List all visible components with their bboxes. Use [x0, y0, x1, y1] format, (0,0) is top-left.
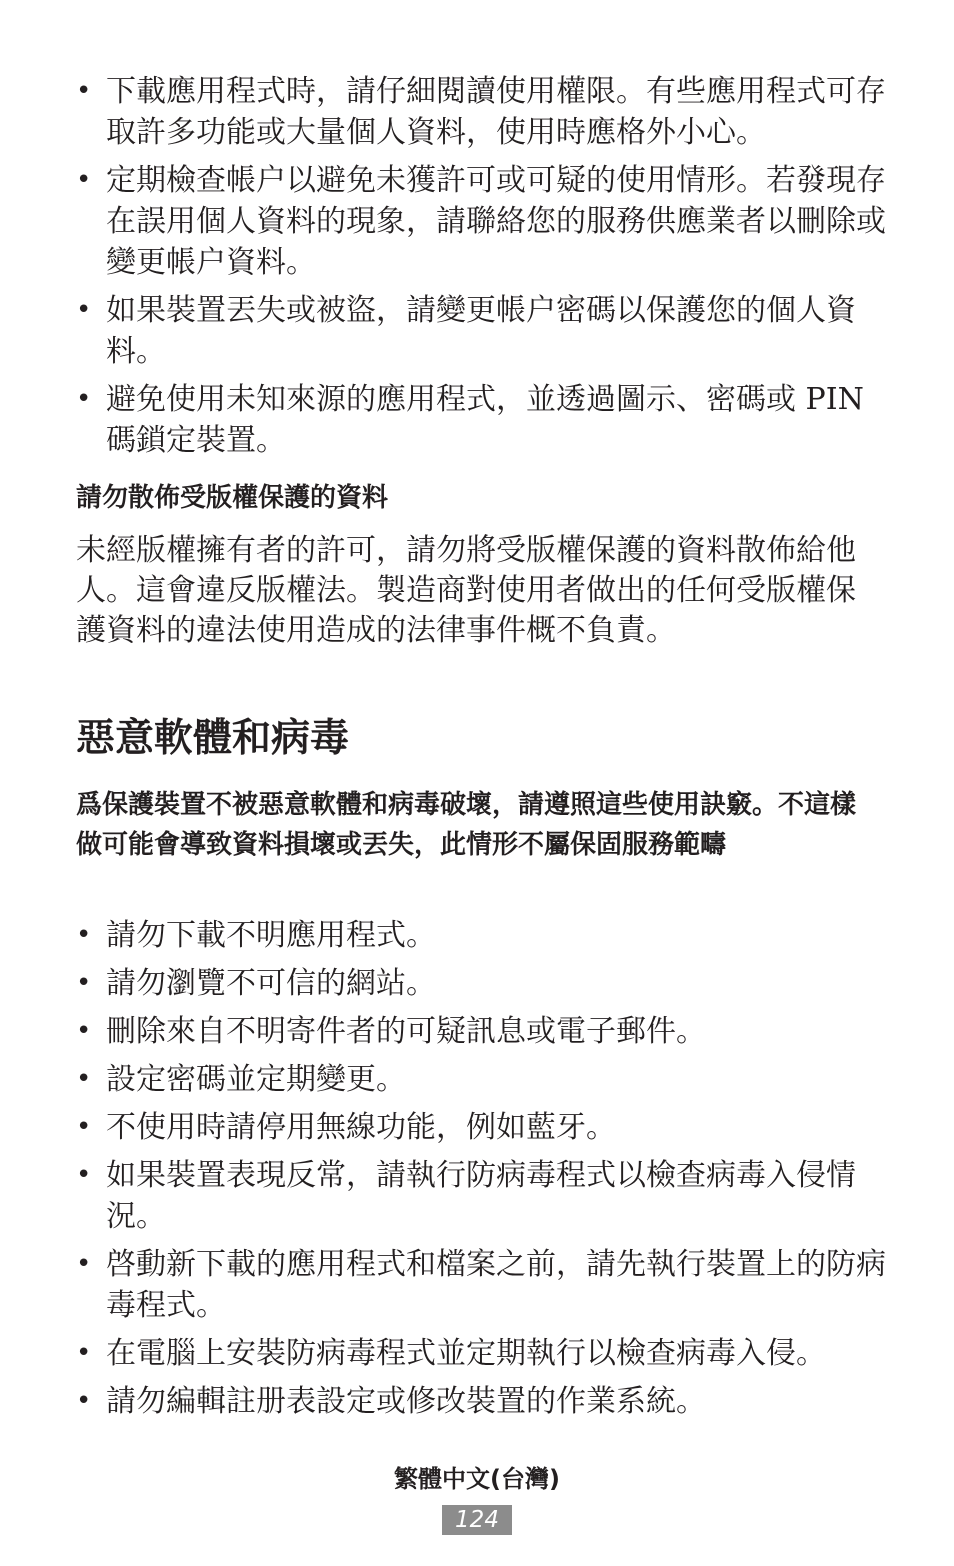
list-item-text: 如果裝置表現反常，請執行防病毒程式以檢查病毒入侵情況。 — [106, 1158, 856, 1234]
list-item-text: 請勿下載不明應用程式。 — [106, 918, 436, 953]
list-item-text: 在電腦上安裝防病毒程式並定期執行以檢查病毒入侵。 — [106, 1336, 826, 1371]
copyright-heading: 請勿散佈受版權保護的資料 — [76, 483, 389, 513]
list-item-text: 不使用時請停用無線功能，例如藍牙。 — [106, 1110, 616, 1145]
list-item-text: 刪除來自不明寄件者的可疑訊息或電子郵件。 — [106, 1014, 706, 1049]
list-item — [76, 963, 896, 1004]
malware-tips-list — [76, 915, 896, 1429]
list-item — [76, 71, 896, 153]
bullet-icon: • — [76, 295, 92, 325]
bullet-icon: • — [76, 1338, 92, 1368]
list-item — [76, 1155, 896, 1237]
list-item-text: 定期檢查帳户以避免未獲許可或可疑的使用情形。若發現存在誤用個人資料的現象，請聯絡您的服務供應業者以刪除或變更帳户資料。 — [106, 163, 886, 280]
list-item — [76, 915, 896, 956]
list-item — [76, 1107, 896, 1148]
section-title: 惡意軟體和病毒 — [76, 716, 350, 761]
list-item-text: 如果裝置丟失或被盜，請變更帳户密碼以保護您的個人資料。 — [106, 293, 856, 369]
privacy-tips-list — [76, 71, 896, 468]
list-item-text: 避免使用未知來源的應用程式，並透過圖示、密碼或 PIN 碼鎖定裝置。 — [106, 382, 864, 458]
list-item-text: 設定密碼並定期變更。 — [106, 1062, 406, 1097]
bullet-icon: • — [76, 1016, 92, 1046]
list-item — [76, 1244, 896, 1326]
list-item-text: 請勿瀏覽不可信的網站。 — [106, 966, 436, 1001]
malware-intro: 爲保護裝置不被惡意軟體和病毒破壞，請遵照這些使用訣竅。不這樣做可能會導致資料損壞或丟失，此情形不屬保固服務範疇 — [76, 790, 857, 860]
bullet-icon: • — [76, 1112, 92, 1142]
bullet-icon: • — [76, 920, 92, 950]
copyright-paragraph: 未經版權擁有者的許可，請勿將受版權保護的資料散佈給他人。這會違反版權法。製造商對使用者做出的任何受版權保護資料的違法使用造成的法律事件概不負責。 — [76, 533, 856, 648]
list-item — [76, 1333, 896, 1374]
list-item — [76, 1011, 896, 1052]
footer-language: 繁體中文(台灣) — [394, 1465, 560, 1493]
bullet-icon: • — [76, 1064, 92, 1094]
list-item-text: 請勿編輯註册表設定或修改裝置的作業系統。 — [106, 1384, 706, 1419]
page-number: 124 — [442, 1505, 512, 1535]
bullet-icon: • — [76, 384, 92, 414]
bullet-icon: • — [76, 1160, 92, 1190]
list-item — [76, 379, 896, 461]
bullet-icon: • — [76, 165, 92, 195]
list-item — [76, 160, 896, 283]
bullet-icon: • — [76, 76, 92, 106]
bullet-icon: • — [76, 1386, 92, 1416]
list-item — [76, 290, 896, 372]
list-item — [76, 1381, 896, 1422]
bullet-icon: • — [76, 968, 92, 998]
list-item-text: 啓動新下載的應用程式和檔案之前，請先執行裝置上的防病毒程式。 — [106, 1247, 886, 1323]
bullet-icon: • — [76, 1249, 92, 1279]
list-item — [76, 1059, 896, 1100]
list-item-text: 下載應用程式時，請仔細閱讀使用權限。有些應用程式可存取許多功能或大量個人資料，使用時應格外小心。 — [106, 74, 886, 150]
